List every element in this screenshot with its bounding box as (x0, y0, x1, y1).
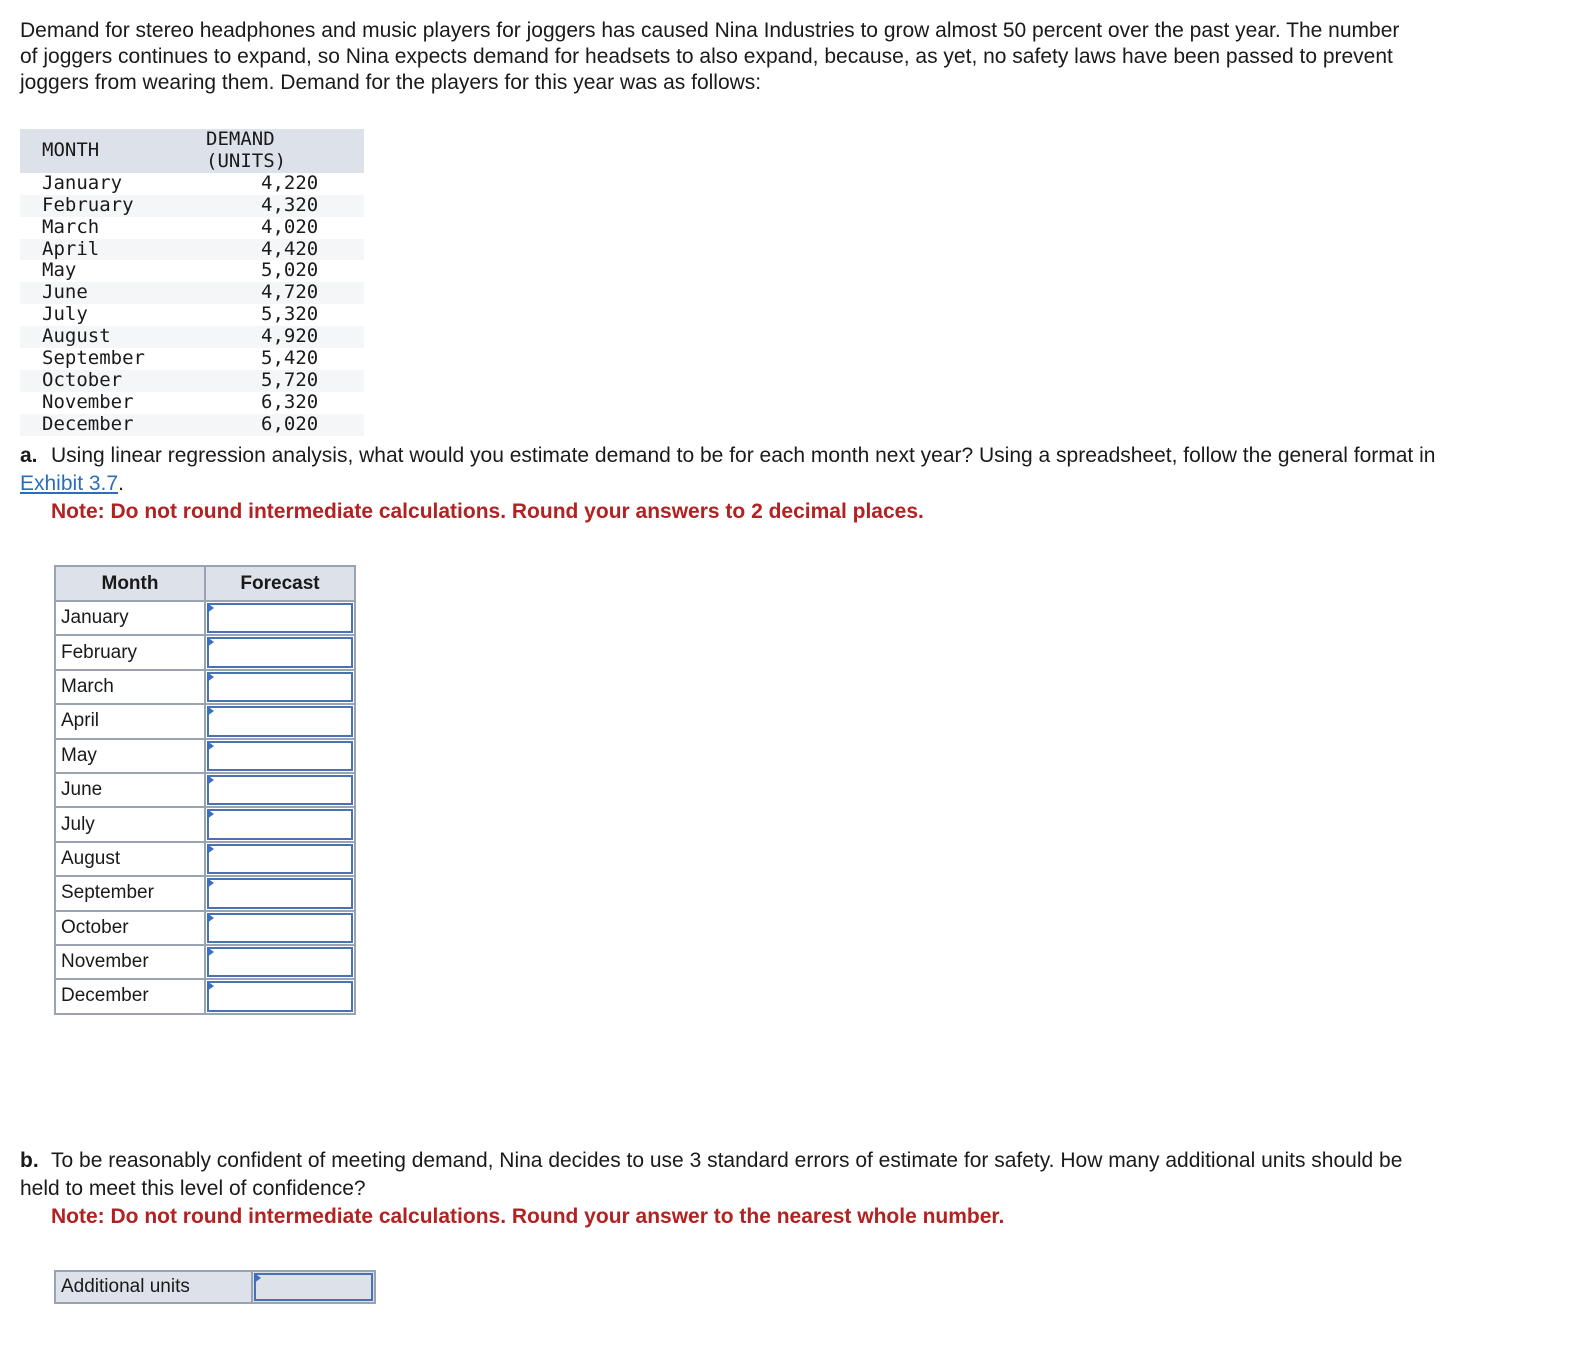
forecast-header-forecast: Forecast (205, 566, 355, 601)
demand-value: 5,020 (261, 259, 319, 282)
part-b-question (20, 1147, 1440, 1231)
demand-month: May (42, 259, 77, 282)
forecast-row (55, 807, 355, 841)
part-a-period: . (118, 472, 124, 495)
forecast-cell (205, 945, 355, 979)
forecast-header-month: Month (55, 566, 205, 601)
forecast-input[interactable] (207, 981, 353, 1011)
forecast-input[interactable] (207, 844, 353, 874)
forecast-input[interactable] (207, 947, 353, 977)
forecast-row (55, 773, 355, 807)
forecast-row (55, 635, 355, 669)
demand-month: August (20, 326, 188, 348)
forecast-table (54, 565, 356, 1015)
input-flag-icon (207, 637, 214, 647)
demand-value: 4,420 (188, 239, 364, 261)
part-a-question (20, 442, 1440, 526)
demand-value: 4,220 (261, 171, 319, 194)
demand-value: 4,020 (261, 215, 319, 238)
demand-month: April (20, 239, 188, 261)
forecast-row (55, 601, 355, 635)
forecast-month: May (55, 739, 205, 773)
forecast-month: August (55, 842, 205, 876)
demand-value: 4,720 (188, 282, 364, 304)
demand-row (20, 414, 364, 436)
additional-units-label: Additional units (56, 1272, 253, 1302)
forecast-cell (205, 635, 355, 669)
forecast-month: April (55, 704, 205, 738)
input-flag-icon (207, 981, 214, 991)
demand-row (20, 326, 364, 348)
forecast-cell (205, 773, 355, 807)
additional-units-cell (253, 1272, 374, 1302)
forecast-row (55, 704, 355, 738)
forecast-cell (205, 842, 355, 876)
forecast-month: March (55, 670, 205, 704)
demand-month: February (20, 195, 188, 217)
demand-row (20, 260, 364, 282)
input-flag-icon (207, 741, 214, 751)
demand-value: 4,920 (188, 326, 364, 348)
forecast-input[interactable] (207, 741, 353, 771)
demand-value: 4,320 (188, 195, 364, 217)
demand-month: November (42, 390, 134, 413)
input-flag-icon (207, 913, 214, 923)
input-flag-icon (207, 603, 214, 613)
demand-month: March (42, 215, 100, 238)
forecast-input[interactable] (207, 809, 353, 839)
input-flag-icon (207, 706, 214, 716)
demand-month: July (42, 303, 88, 326)
forecast-month: July (55, 807, 205, 841)
forecast-month: June (55, 773, 205, 807)
demand-table (20, 129, 364, 436)
part-a-text: Using linear regression analysis, what would you estimate demand to be for each month next year? Using a spreadsheet, follow the general format in (51, 444, 1436, 467)
demand-row (20, 173, 364, 195)
input-flag-icon (207, 947, 214, 957)
part-a-label: a. (20, 444, 38, 467)
forecast-input[interactable] (207, 878, 353, 908)
forecast-row (55, 842, 355, 876)
demand-row (20, 370, 364, 392)
demand-value: 6,020 (188, 414, 364, 436)
additional-units-row (54, 1270, 376, 1304)
forecast-month: September (55, 876, 205, 910)
demand-row (20, 239, 364, 261)
demand-row (20, 304, 364, 326)
demand-row (20, 348, 364, 370)
forecast-row (55, 670, 355, 704)
demand-month: October (20, 370, 188, 392)
input-flag-icon (207, 775, 214, 785)
input-flag-icon (254, 1273, 261, 1283)
forecast-cell (205, 601, 355, 635)
forecast-input[interactable] (207, 672, 353, 702)
demand-row (20, 195, 364, 217)
forecast-input[interactable] (207, 603, 353, 633)
forecast-cell (205, 807, 355, 841)
forecast-cell (205, 979, 355, 1013)
forecast-row (55, 739, 355, 773)
forecast-cell (205, 739, 355, 773)
demand-value: 5,420 (261, 347, 319, 370)
input-flag-icon (207, 878, 214, 888)
forecast-input[interactable] (207, 706, 353, 736)
input-flag-icon (207, 809, 214, 819)
forecast-month: February (55, 635, 205, 669)
forecast-cell (205, 704, 355, 738)
demand-header-month: MONTH (20, 129, 188, 173)
demand-month: January (42, 171, 123, 194)
demand-row (20, 282, 364, 304)
demand-row (20, 392, 364, 414)
additional-units-input[interactable] (254, 1273, 373, 1301)
input-flag-icon (207, 672, 214, 682)
forecast-input[interactable] (207, 775, 353, 805)
demand-month: December (20, 414, 188, 436)
forecast-input[interactable] (207, 913, 353, 943)
demand-table-header (20, 129, 364, 173)
forecast-row (55, 979, 355, 1013)
part-b-note: Note: Do not round intermediate calculations. Round your answer to the nearest whole number. (51, 1205, 1005, 1228)
demand-month: September (42, 347, 145, 370)
forecast-month: December (55, 979, 205, 1013)
forecast-month: January (55, 601, 205, 635)
forecast-cell (205, 876, 355, 910)
exhibit-link[interactable]: Exhibit 3.7 (20, 472, 119, 495)
part-a-note: Note: Do not round intermediate calculations. Round your answers to 2 decimal places. (51, 500, 924, 523)
demand-value: 5,320 (261, 303, 319, 326)
forecast-cell (205, 911, 355, 945)
part-b-label: b. (20, 1149, 39, 1172)
forecast-row (55, 945, 355, 979)
input-flag-icon (207, 844, 214, 854)
demand-header-units: DEMAND (UNITS) (188, 129, 364, 173)
demand-value: 6,320 (261, 390, 319, 413)
problem-intro: Demand for stereo headphones and music players for joggers has caused Nina Industries to grow almost 50 percent over the past year. The number of joggers continues to expand, so Nina expects demand for headsets to also expand, because, as yet, no safety laws have been passed to prevent joggers from wearing them. Demand for the players for this year was as follows: (20, 19, 1400, 94)
demand-month: June (20, 282, 188, 304)
forecast-cell (205, 670, 355, 704)
forecast-input[interactable] (207, 637, 353, 667)
forecast-month: November (55, 945, 205, 979)
forecast-row (55, 911, 355, 945)
part-b-text: To be reasonably confident of meeting demand, Nina decides to use 3 standard errors of estimate for safety. How many additional units should be held to meet this level of confidence? (20, 1149, 1403, 1200)
demand-row (20, 217, 364, 239)
forecast-month: October (55, 911, 205, 945)
demand-value: 5,720 (188, 370, 364, 392)
forecast-row (55, 876, 355, 910)
